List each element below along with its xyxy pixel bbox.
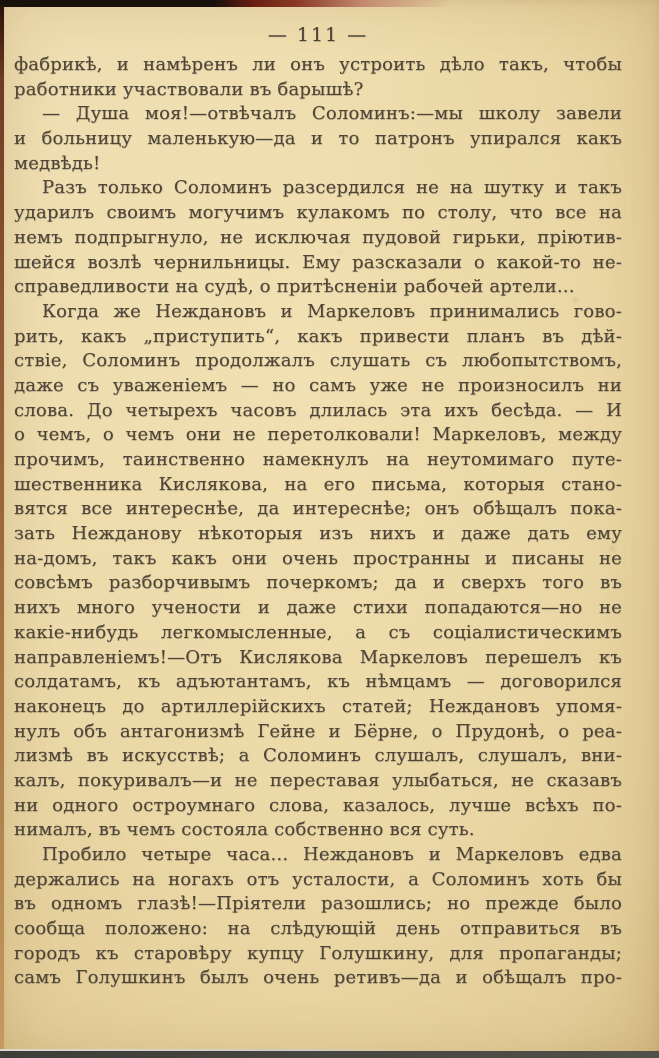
scan-left-edge-artifact <box>0 5 4 1051</box>
text-line: справедливости на судѣ, о притѣсненіи рабочей артели... <box>14 276 575 298</box>
text-line: совсѣмъ разборчивымъ почеркомъ; да и сверхъ того въ <box>14 572 622 594</box>
text-block <box>14 53 622 991</box>
text-line: Пробило четыре часа... Неждановъ и Маркеловъ едва <box>42 844 622 865</box>
text-line: фабрикѣ, и намѣренъ ли онъ устроить дѣло такъ, чтобы <box>14 54 622 75</box>
text-line: сообща положено: на слѣдующій день отправиться въ <box>14 918 622 940</box>
text-line: городъ къ старовѣру купцу Голушкину, для пропаганды; <box>14 942 622 964</box>
text-line: работники участвовали въ барышѣ? <box>14 78 364 100</box>
text-line: Когда же Неждановъ и Маркеловъ принимались гово- <box>42 300 622 322</box>
text-line: ствіе, Соломинъ продолжалъ слушать съ любопытствомъ, <box>14 350 622 372</box>
text-line: самъ Голушкинъ былъ очень ретивъ—да и обѣщалъ про- <box>14 967 622 989</box>
text-line: въ одномъ глазѣ!—Пріятели разошлись; но прежде было <box>14 893 622 915</box>
paragraph <box>14 843 622 991</box>
text-line: нималъ, въ чемъ состояла собственно вся суть. <box>14 819 475 841</box>
paragraph <box>14 300 622 843</box>
paragraph <box>14 102 622 176</box>
text-line: — Душа моя!—отвѣчалъ Соломинъ:—мы школу завели <box>42 103 622 125</box>
text-line: нихъ много учености и даже стихи попадаются—но не <box>14 597 622 619</box>
text-line: нулъ объ антагонизмѣ Гейне и Бёрне, о Прудонѣ, о реа- <box>14 720 622 742</box>
text-line: солдатамъ, къ адъютантамъ, къ нѣмцамъ — договорился <box>14 671 622 693</box>
text-line: немъ подпрыгнуло, не исключая пудовой гирьки, пріютив- <box>14 226 622 248</box>
scan-top-edge-artifact <box>0 0 465 7</box>
paper-stains <box>0 0 1 1</box>
text-line: и больницу маленькую—да и то патронъ упирался какъ <box>14 128 622 150</box>
text-line: лизмѣ въ искусствѣ; а Соломинъ слушалъ, слушалъ, вни- <box>14 745 622 767</box>
text-line: о чемъ, о чемъ они не перетолковали! Маркеловъ, между <box>14 424 622 446</box>
scan-bottom-edge-artifact <box>0 1051 659 1058</box>
text-line: калъ, покуривалъ—и не переставая улыбаться, не сказавъ <box>14 769 622 791</box>
text-line: на-домъ, такъ какъ они очень пространны и писаны не <box>14 547 622 569</box>
text-line: прочимъ, таинственно намекнулъ на неутомимаго путе- <box>14 449 622 470</box>
text-line: ударилъ своимъ могучимъ кулакомъ по столу, что все на <box>14 202 622 224</box>
text-line: Разъ только Соломинъ разсердился не на шутку и такъ <box>42 177 622 199</box>
page-number: — 111 — <box>267 24 369 46</box>
paragraph <box>14 176 622 299</box>
text-line: вятся все интереснѣе, да интереснѣе; онъ обѣщалъ пока- <box>14 498 622 520</box>
text-line: слова. До четырехъ часовъ длилась эта ихъ бесѣда. — И <box>14 399 622 421</box>
text-line: медвѣдь! <box>14 152 101 174</box>
text-line: шественника Кислякова, на его письма, которыя стано- <box>14 473 622 495</box>
text-line: какіе-нибудь легкомысленные, а съ соціалистическимъ <box>14 621 622 643</box>
text-line: зать Нежданову нѣкоторыя изъ нихъ и даже дать ему <box>14 523 622 545</box>
text-line: направленіемъ!—Отъ Кислякова Маркеловъ перешелъ къ <box>14 646 622 668</box>
text-line: наконецъ до артиллерійскихъ статей; Неждановъ упомя- <box>14 695 622 717</box>
text-line: шейся возлѣ чернильницы. Ему разсказали о какой-то не- <box>14 251 622 273</box>
text-line: рить, какъ „приступить“, какъ привести планъ въ дѣй- <box>14 325 622 347</box>
text-line: даже съ уваженіемъ — но самъ уже не произносилъ ни <box>14 374 622 396</box>
text-line: держались на ногахъ отъ усталости, а Соломинъ хоть бы <box>14 868 622 890</box>
paragraph <box>14 53 622 102</box>
text-line: ни одного остроумнаго слова, казалось, лучше всѣхъ по- <box>14 794 622 816</box>
